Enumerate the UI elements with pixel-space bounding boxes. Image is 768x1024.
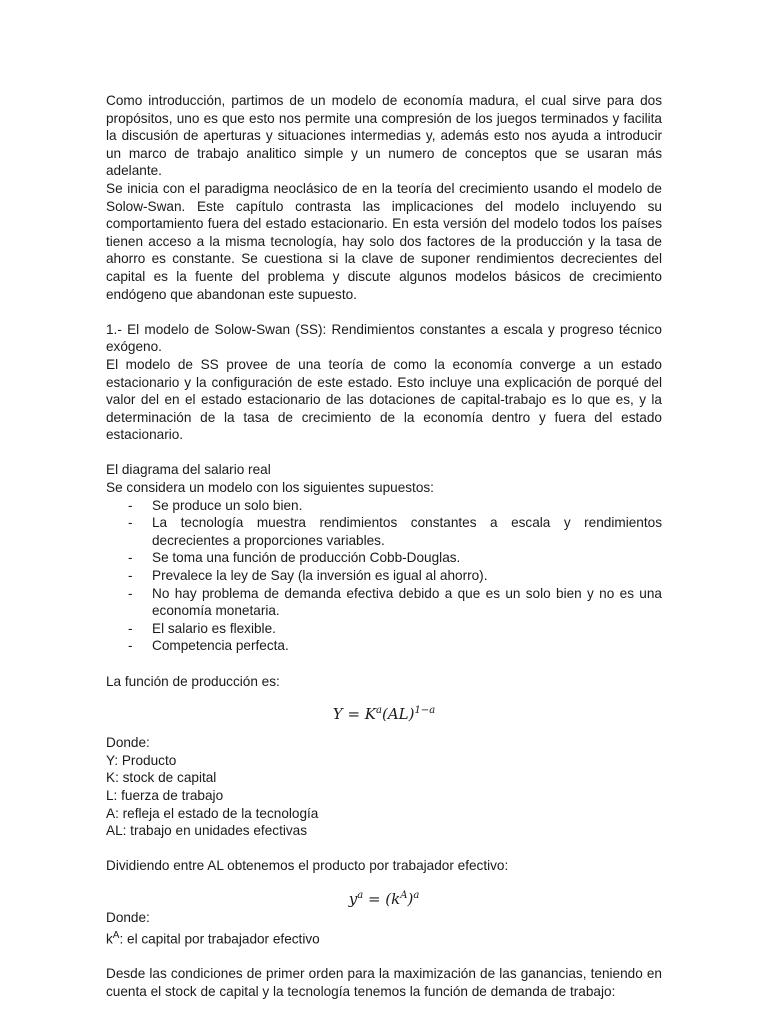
definition-item: A: refleja el estado de la tecnología bbox=[106, 805, 319, 821]
effective-output-formula: $y^a = (k^A)^a$ bbox=[348, 889, 420, 908]
bullet-dash: - bbox=[128, 585, 133, 601]
definition-item: AL: trabajo en unidades efectivas bbox=[106, 823, 308, 839]
bullet-dash: - bbox=[128, 568, 133, 584]
document-body bbox=[106, 92, 662, 1000]
section-paragraph: El modelo de SS provee de una teoría de como la economía converge a un estado estacionario y la configuración de este estado. Esto incluye una explicación de porqué del valor del en el estado estacionario de las dotaciones de capital-trabajo es lo que es, y la determinación de la tasa de crecimiento de la economía dentro y fuera del estado estacionario. bbox=[106, 356, 662, 443]
assumptions-list bbox=[106, 497, 662, 655]
definitions-heading: Donde: bbox=[106, 909, 150, 925]
definition-item: $k^A$: el capital por trabajador efectivo bbox=[106, 929, 320, 947]
intro-paragraph: Como introducción, partimos de un modelo de economía madura, el cual sirve para dos propósitos, uno es que esto nos permite una compresión de los juegos terminados y facilita la discusión de aperturas y situaciones intermedias y, además esto nos ayuda a introducir un marco de trabajo analitico simple y un numero de conceptos que se usaran más adelante. bbox=[106, 93, 662, 179]
production-function-intro: La función de producción es: bbox=[106, 673, 280, 689]
effective-worker-intro: Dividiendo entre AL obtenemos el producto por trabajador efectivo: bbox=[106, 858, 509, 874]
bullet-dash: - bbox=[128, 515, 133, 531]
bullet-dash: - bbox=[128, 620, 133, 636]
list-item: - Se produce un solo bien. bbox=[128, 497, 303, 513]
foc-paragraph: Desde las condiciones de primer orden para la maximización de las ganancias, teniendo en cuenta el stock de capital y la tecnología tenemos la función de demanda de trabajo: bbox=[106, 966, 662, 999]
production-function-formula: $Y = K^a(AL)^{1-a}$ bbox=[332, 705, 436, 724]
assumptions-intro: Se considera un modelo con los siguientes supuestos: bbox=[106, 480, 434, 496]
list-item: - La tecnología muestra rendimientos constantes a escala y rendimientos decrecientes a proporciones variables. bbox=[128, 515, 662, 548]
definition-item: K: stock de capital bbox=[106, 770, 217, 786]
list-item: - Prevalece la ley de Say (la inversión es igual al ahorro). bbox=[128, 568, 488, 584]
intro-paragraph-2: Se inicia con el paradigma neoclásico de en la teoría del crecimiento usando el modelo de Solow-Swan. Este capítulo contrasta las implicaciones del modelo incluyendo su comportamiento fuera del estado estacionario. En esta versión del modelo todos los países tienen acceso a la misma tecnología, hay solo dos factores de la producción y la tasa de ahorro es constante. Se cuestiona si la clave de suponer rendimientos decrecientes del capital es la fuente del problema y discute algunos modelos básicos de crecimiento endógeno que abandonan este supuesto. bbox=[106, 180, 662, 302]
list-item: - Competencia perfecta. bbox=[128, 638, 289, 654]
list-item: - El salario es flexible. bbox=[128, 620, 276, 636]
list-item: - No hay problema de demanda efectiva debido a que es un solo bien y no es una economía monetaria. bbox=[128, 585, 662, 619]
definition-item: Y: Producto bbox=[106, 752, 177, 768]
definitions-heading: Donde: bbox=[106, 735, 150, 751]
bullet-dash: - bbox=[128, 497, 133, 513]
bullet-dash: - bbox=[128, 638, 133, 654]
list-item: - Se toma una función de producción Cobb-Douglas. bbox=[128, 550, 461, 566]
diagram-title: El diagrama del salario real bbox=[106, 462, 271, 478]
bullet-dash: - bbox=[128, 550, 133, 566]
definition-item: L: fuerza de trabajo bbox=[106, 787, 224, 803]
section-heading: 1.- El modelo de Solow-Swan (SS): Rendimientos constantes a escala y progreso técnico exógeno. bbox=[106, 321, 662, 355]
definitions-block bbox=[106, 734, 662, 840]
definitions-block-2 bbox=[106, 909, 662, 948]
